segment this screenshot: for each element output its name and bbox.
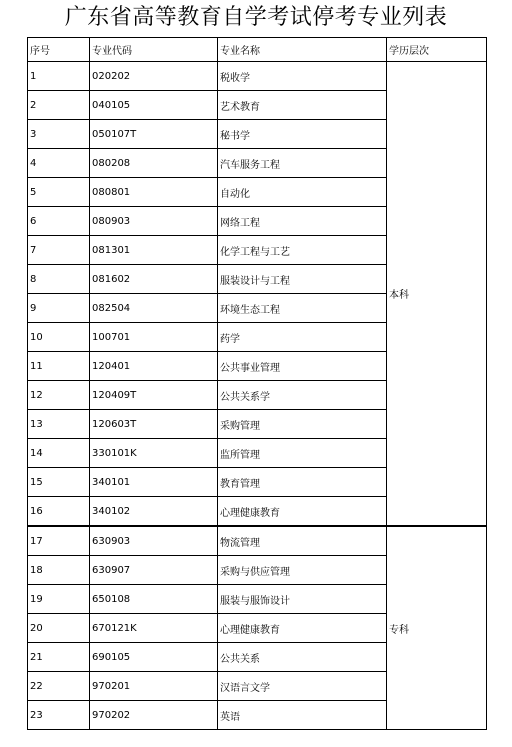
seq-cell: 1 [28,62,90,91]
seq-cell: 20 [28,614,90,643]
seq-cell: 9 [28,294,90,323]
major-code-cell: 690105 [90,643,218,672]
major-name-cell: 心理健康教育 [218,497,387,527]
seq-cell: 2 [28,91,90,120]
major-code-cell: 082504 [90,294,218,323]
education-level-cell: 本科 [387,62,487,527]
major-code-cell: 120409T [90,381,218,410]
major-name-cell: 汽车服务工程 [218,149,387,178]
major-name-cell: 采购管理 [218,410,387,439]
major-code-cell: 970201 [90,672,218,701]
education-level-cell: 专科 [387,526,487,730]
table-row [28,526,487,556]
seq-cell: 23 [28,701,90,730]
major-code-cell: 020202 [90,62,218,91]
major-name-cell: 化学工程与工艺 [218,236,387,265]
major-code-cell: 340102 [90,497,218,527]
major-code-cell: 630907 [90,556,218,585]
major-code-cell: 081602 [90,265,218,294]
major-name-cell: 秘书学 [218,120,387,149]
major-name-cell: 环境生态工程 [218,294,387,323]
major-code-cell: 080208 [90,149,218,178]
header-name: 专业名称 [218,38,387,62]
major-name-cell: 教育管理 [218,468,387,497]
suspended-majors-table [27,37,487,730]
seq-cell: 4 [28,149,90,178]
major-name-cell: 公共事业管理 [218,352,387,381]
major-name-cell: 服装与服饰设计 [218,585,387,614]
header-level: 学历层次 [387,38,487,62]
seq-cell: 11 [28,352,90,381]
table-row [28,62,487,91]
major-name-cell: 网络工程 [218,207,387,236]
major-name-cell: 监所管理 [218,439,387,468]
seq-cell: 19 [28,585,90,614]
major-code-cell: 120603T [90,410,218,439]
seq-cell: 12 [28,381,90,410]
major-code-cell: 120401 [90,352,218,381]
seq-cell: 3 [28,120,90,149]
major-code-cell: 330101K [90,439,218,468]
seq-cell: 10 [28,323,90,352]
major-code-cell: 340101 [90,468,218,497]
major-name-cell: 心理健康教育 [218,614,387,643]
major-name-cell: 服装设计与工程 [218,265,387,294]
major-code-cell: 050107T [90,120,218,149]
major-code-cell: 970202 [90,701,218,730]
major-name-cell: 物流管理 [218,526,387,556]
seq-cell: 5 [28,178,90,207]
major-code-cell: 650108 [90,585,218,614]
major-name-cell: 公共关系 [218,643,387,672]
header-seq: 序号 [28,38,90,62]
major-name-cell: 自动化 [218,178,387,207]
major-name-cell: 采购与供应管理 [218,556,387,585]
page-title: 广东省高等教育自学考试停考专业列表 [64,5,448,30]
seq-cell: 22 [28,672,90,701]
major-name-cell: 税收学 [218,62,387,91]
major-code-cell: 080903 [90,207,218,236]
seq-cell: 18 [28,556,90,585]
major-name-cell: 英语 [218,701,387,730]
header-code: 专业代码 [90,38,218,62]
seq-cell: 16 [28,497,90,527]
seq-cell: 8 [28,265,90,294]
major-code-cell: 081301 [90,236,218,265]
major-code-cell: 040105 [90,91,218,120]
major-code-cell: 100701 [90,323,218,352]
major-code-cell: 670121K [90,614,218,643]
seq-cell: 7 [28,236,90,265]
major-name-cell: 汉语言文学 [218,672,387,701]
table-header-row [28,38,487,62]
table-body [28,62,487,730]
seq-cell: 13 [28,410,90,439]
seq-cell: 17 [28,526,90,556]
major-name-cell: 公共关系学 [218,381,387,410]
major-code-cell: 630903 [90,526,218,556]
major-name-cell: 艺术教育 [218,91,387,120]
seq-cell: 15 [28,468,90,497]
seq-cell: 6 [28,207,90,236]
seq-cell: 21 [28,643,90,672]
seq-cell: 14 [28,439,90,468]
major-code-cell: 080801 [90,178,218,207]
major-name-cell: 药学 [218,323,387,352]
